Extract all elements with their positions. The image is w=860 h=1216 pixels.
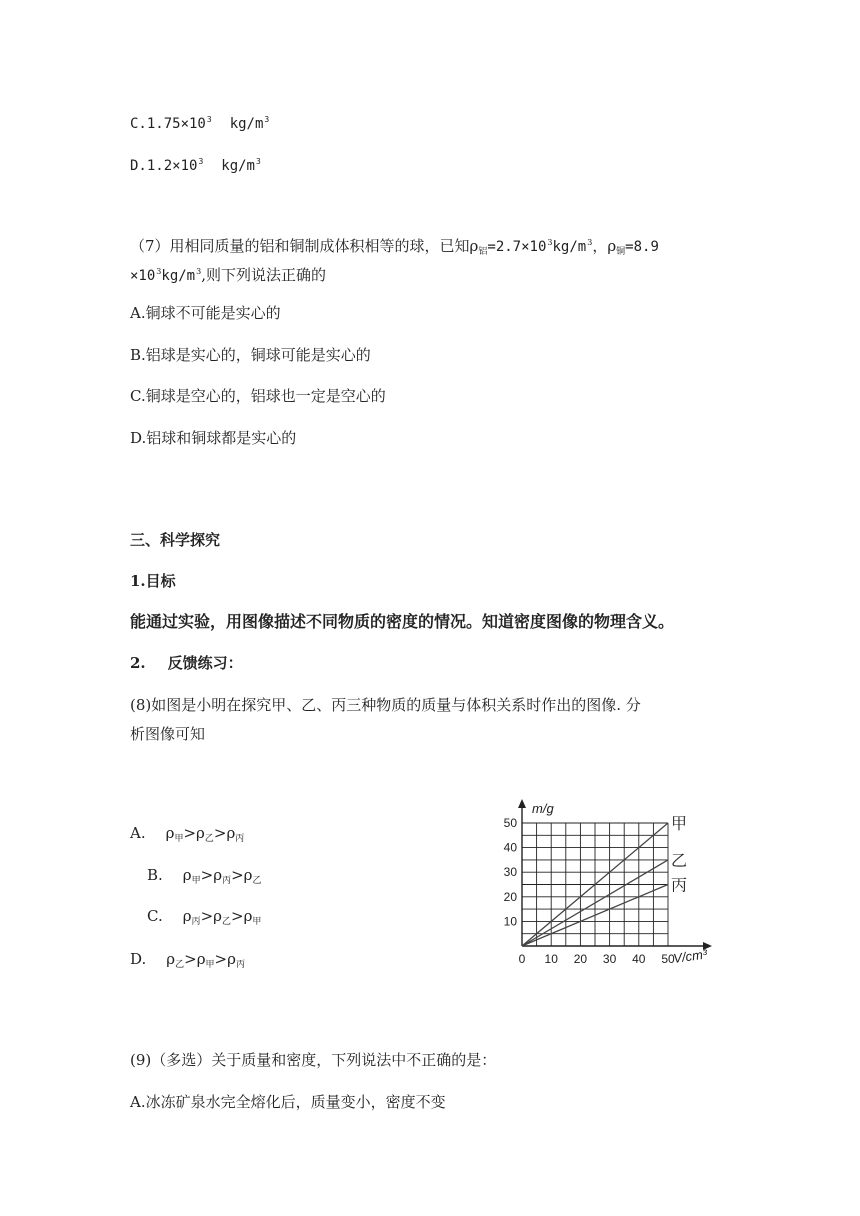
q8-stem-line1: (8)如图是小明在探究甲、乙、丙三种物质的质量与体积关系时作出的图像. 分 (130, 696, 641, 714)
y-tick-label: 50 (503, 816, 517, 830)
rho-symbol: ρ (243, 907, 253, 925)
x-tick-label: 10 (544, 952, 558, 966)
y-tick-label: 30 (503, 865, 517, 880)
rho-subscript: 丙 (222, 876, 232, 886)
series-label-0: 甲 (671, 816, 688, 833)
q6-option-d-unit: kg/m (221, 158, 255, 174)
rho-symbol: ρ (213, 866, 223, 884)
q7-option-c: C.铜球是空心的，铝球也一定是空心的 (130, 387, 386, 405)
rho-subscript: 甲 (252, 917, 262, 927)
x-tick-label: 30 (602, 952, 617, 966)
q7-line2-a: ×10 (130, 268, 156, 284)
rho-subscript: 甲 (205, 960, 215, 970)
rho-symbol: ρ (213, 907, 222, 925)
q6-option-c-exp: 3 (206, 115, 212, 124)
q7-stem-d: ，ρ (592, 237, 617, 255)
q6-option-c-unit-exp: 3 (264, 115, 270, 124)
rho-symbol: ρ (166, 950, 176, 968)
q6-option-c-unit: kg/m (229, 116, 264, 132)
q7-sub-cu: 铜 (616, 247, 626, 257)
rho-symbol: ρ (182, 866, 192, 884)
greater-than: > (200, 866, 214, 884)
y-axis-arrow (518, 799, 526, 808)
q9-stem: (9)（多选）关于质量和密度，下列说法中不正确的是： (130, 1051, 497, 1069)
q7-sub-al: 铝 (478, 247, 488, 257)
rho-symbol: ρ (165, 824, 175, 842)
x-tick-label: 0 (518, 952, 526, 966)
q8-option-d (130, 949, 245, 975)
greater-than: > (230, 907, 244, 925)
density-chart (480, 790, 740, 980)
q6-option-c (130, 110, 269, 134)
q7-stem-b: =2.7×10 (487, 239, 547, 255)
rho-symbol: ρ (226, 824, 236, 842)
rho-subscript: 丙 (191, 917, 201, 927)
series-label-2: 丙 (671, 877, 688, 895)
practice-label: 反馈练习： (167, 654, 243, 672)
x-tick-label: 40 (632, 952, 646, 966)
q6-option-d (130, 152, 261, 176)
q8-option-label: B. (147, 866, 163, 884)
y-axis-label: m/g (532, 801, 554, 816)
q8-option-a (130, 823, 244, 849)
rho-subscript: 丙 (235, 960, 245, 970)
q7-option-a: A.铜球不可能是实心的 (130, 304, 281, 322)
greater-than: > (183, 824, 197, 842)
q8-option-label: C. (147, 907, 163, 925)
q7-option-b: B.铝球是实心的，铜球可能是实心的 (130, 346, 371, 364)
greater-than: > (200, 907, 214, 925)
q8-option-c (147, 906, 261, 932)
y-tick-label: 40 (503, 840, 517, 855)
rho-subscript: 乙 (175, 960, 185, 970)
greater-than: > (213, 824, 227, 842)
q6-option-d-unit-exp: 3 (255, 157, 261, 166)
q8-option-label: D. (130, 950, 147, 968)
rho-symbol: ρ (182, 907, 192, 925)
rho-subscript: 甲 (191, 876, 201, 886)
q7-stem-line1 (130, 233, 659, 262)
q6-option-d-exp: 3 (198, 157, 204, 166)
practice-heading (130, 653, 243, 673)
q9-option-a: A.冰冻矿泉水完全熔化后，质量变小，密度不变 (130, 1093, 446, 1111)
rho-subscript: 甲 (174, 834, 184, 844)
rho-symbol: ρ (196, 950, 206, 968)
q7-stem-a: （7）用相同质量的铝和铜制成体积相等的球，已知ρ (130, 237, 479, 255)
q7-stem-line2 (130, 262, 326, 286)
rho-symbol: ρ (196, 824, 205, 842)
q7-stem-e: =8.9 (625, 239, 659, 255)
q6-option-d-base: D.1.2×10 (130, 158, 198, 174)
greater-than: > (184, 950, 197, 968)
q8-stem-line2: 析图像可知 (130, 725, 206, 743)
q6-option-c-base: C.1.75×10 (130, 116, 206, 132)
goal-text: 能通过实验，用图像描述不同物质的密度的情况。知道密度图像的物理含义。 (130, 612, 675, 631)
greater-than: > (231, 866, 244, 884)
q7-option-d: D.铝球和铜球都是实心的 (130, 429, 297, 447)
rho-subscript: 乙 (252, 876, 262, 886)
section-title: 三、科学探究 (130, 531, 221, 549)
q7-exp3: 3 (156, 267, 162, 276)
q7-exp4: 3 (196, 267, 202, 276)
x-axis-label: V/cm³ (672, 946, 709, 966)
x-tick-label: 20 (573, 952, 588, 966)
rho-subscript: 乙 (204, 834, 214, 844)
y-tick-label: 10 (503, 914, 517, 929)
rho-symbol: ρ (227, 950, 236, 968)
rho-subscript: 丙 (235, 834, 245, 844)
q8-option-b (147, 865, 261, 891)
practice-number: 2. (130, 654, 146, 672)
q7-line2-b: kg/m (161, 268, 196, 284)
rho-subscript: 乙 (221, 917, 231, 927)
series-label-1: 乙 (671, 852, 688, 870)
q7-stem-c: kg/m (552, 239, 587, 255)
q7-exp1: 3 (547, 238, 553, 247)
q7-exp2: 3 (587, 238, 593, 247)
x-tick-label: 50 (661, 952, 675, 966)
rho-symbol: ρ (243, 866, 253, 884)
y-tick-label: 20 (503, 889, 517, 904)
q7-line2-c: ,则下列说法正确的 (201, 266, 326, 284)
greater-than: > (214, 950, 228, 968)
q8-option-label: A. (130, 824, 146, 842)
goal-label: 1.目标 (130, 572, 176, 590)
